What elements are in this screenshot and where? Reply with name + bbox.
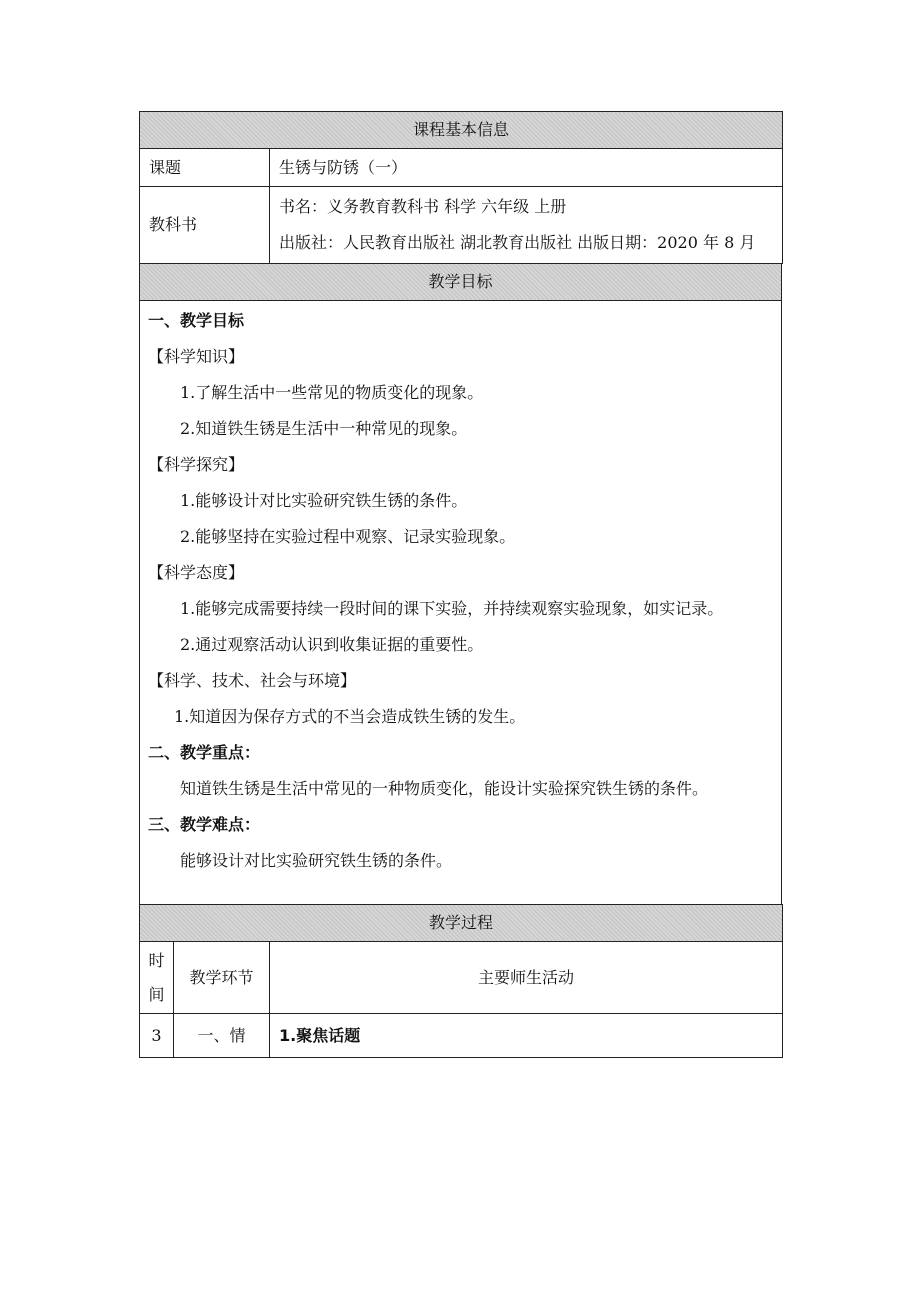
inquiry-title: 【科学探究】 [148,454,245,474]
topic-label: 课题 [140,149,270,187]
publisher-info: 出版社：人民教育出版社 湖北教育出版社 出版日期：2020 年 8 月 [279,233,756,252]
key-points-text: 知道铁生锈是生活中常见的一种物质变化，能设计实验探究铁生锈的条件。 [180,778,709,798]
teaching-goals-body [140,300,782,905]
stse-item: 1.知道因为保存方式的不当会造成铁生锈的发生。 [174,706,526,726]
difficulties-text: 能够设计对比实验研究铁生锈的条件。 [180,850,453,870]
lesson-plan-document [139,111,782,1058]
row-time: 3 [140,1014,174,1058]
col-time-header: 时间 [140,942,174,1014]
teaching-goals-header: 教学目标 [140,263,782,300]
course-info-header: 课程基本信息 [140,112,783,149]
teaching-goals-table [139,263,782,906]
key-points-title: 二、教学重点： [148,742,261,762]
knowledge-item: 2.知道铁生锈是生活中一种常见的现象。 [180,418,468,438]
knowledge-title: 【科学知识】 [148,346,245,366]
stse-title: 【科学、技术、社会与环境】 [148,670,357,690]
section-goals-title: 一、教学目标 [148,310,245,330]
row-activity: 1.聚焦话题 [270,1014,783,1058]
teaching-process-table [139,904,783,1058]
course-info-table [139,111,783,264]
col-activity-header: 主要师生活动 [270,942,783,1014]
attitude-item: 2.通过观察活动认识到收集证据的重要性。 [180,634,484,654]
attitude-item: 1.能够完成需要持续一段时间的课下实验，并持续观察实验现象，如实记录。 [180,598,724,618]
attitude-title: 【科学态度】 [148,562,245,582]
inquiry-item: 2.能够坚持在实验过程中观察、记录实验现象。 [180,526,516,546]
book-name: 书名：义务教育教科书 科学 六年级 上册 [279,197,567,216]
textbook-label: 教科书 [140,187,270,264]
knowledge-item: 1.了解生活中一些常见的物质变化的现象。 [180,382,484,402]
col-stage-header: 教学环节 [174,942,270,1014]
inquiry-item: 1.能够设计对比实验研究铁生锈的条件。 [180,490,468,510]
teaching-process-header: 教学过程 [140,905,783,942]
difficulties-title: 三、教学难点： [148,814,261,834]
topic-value: 生锈与防锈（一） [270,149,783,187]
textbook-value [270,187,783,264]
row-stage: 一、情 [174,1014,270,1058]
